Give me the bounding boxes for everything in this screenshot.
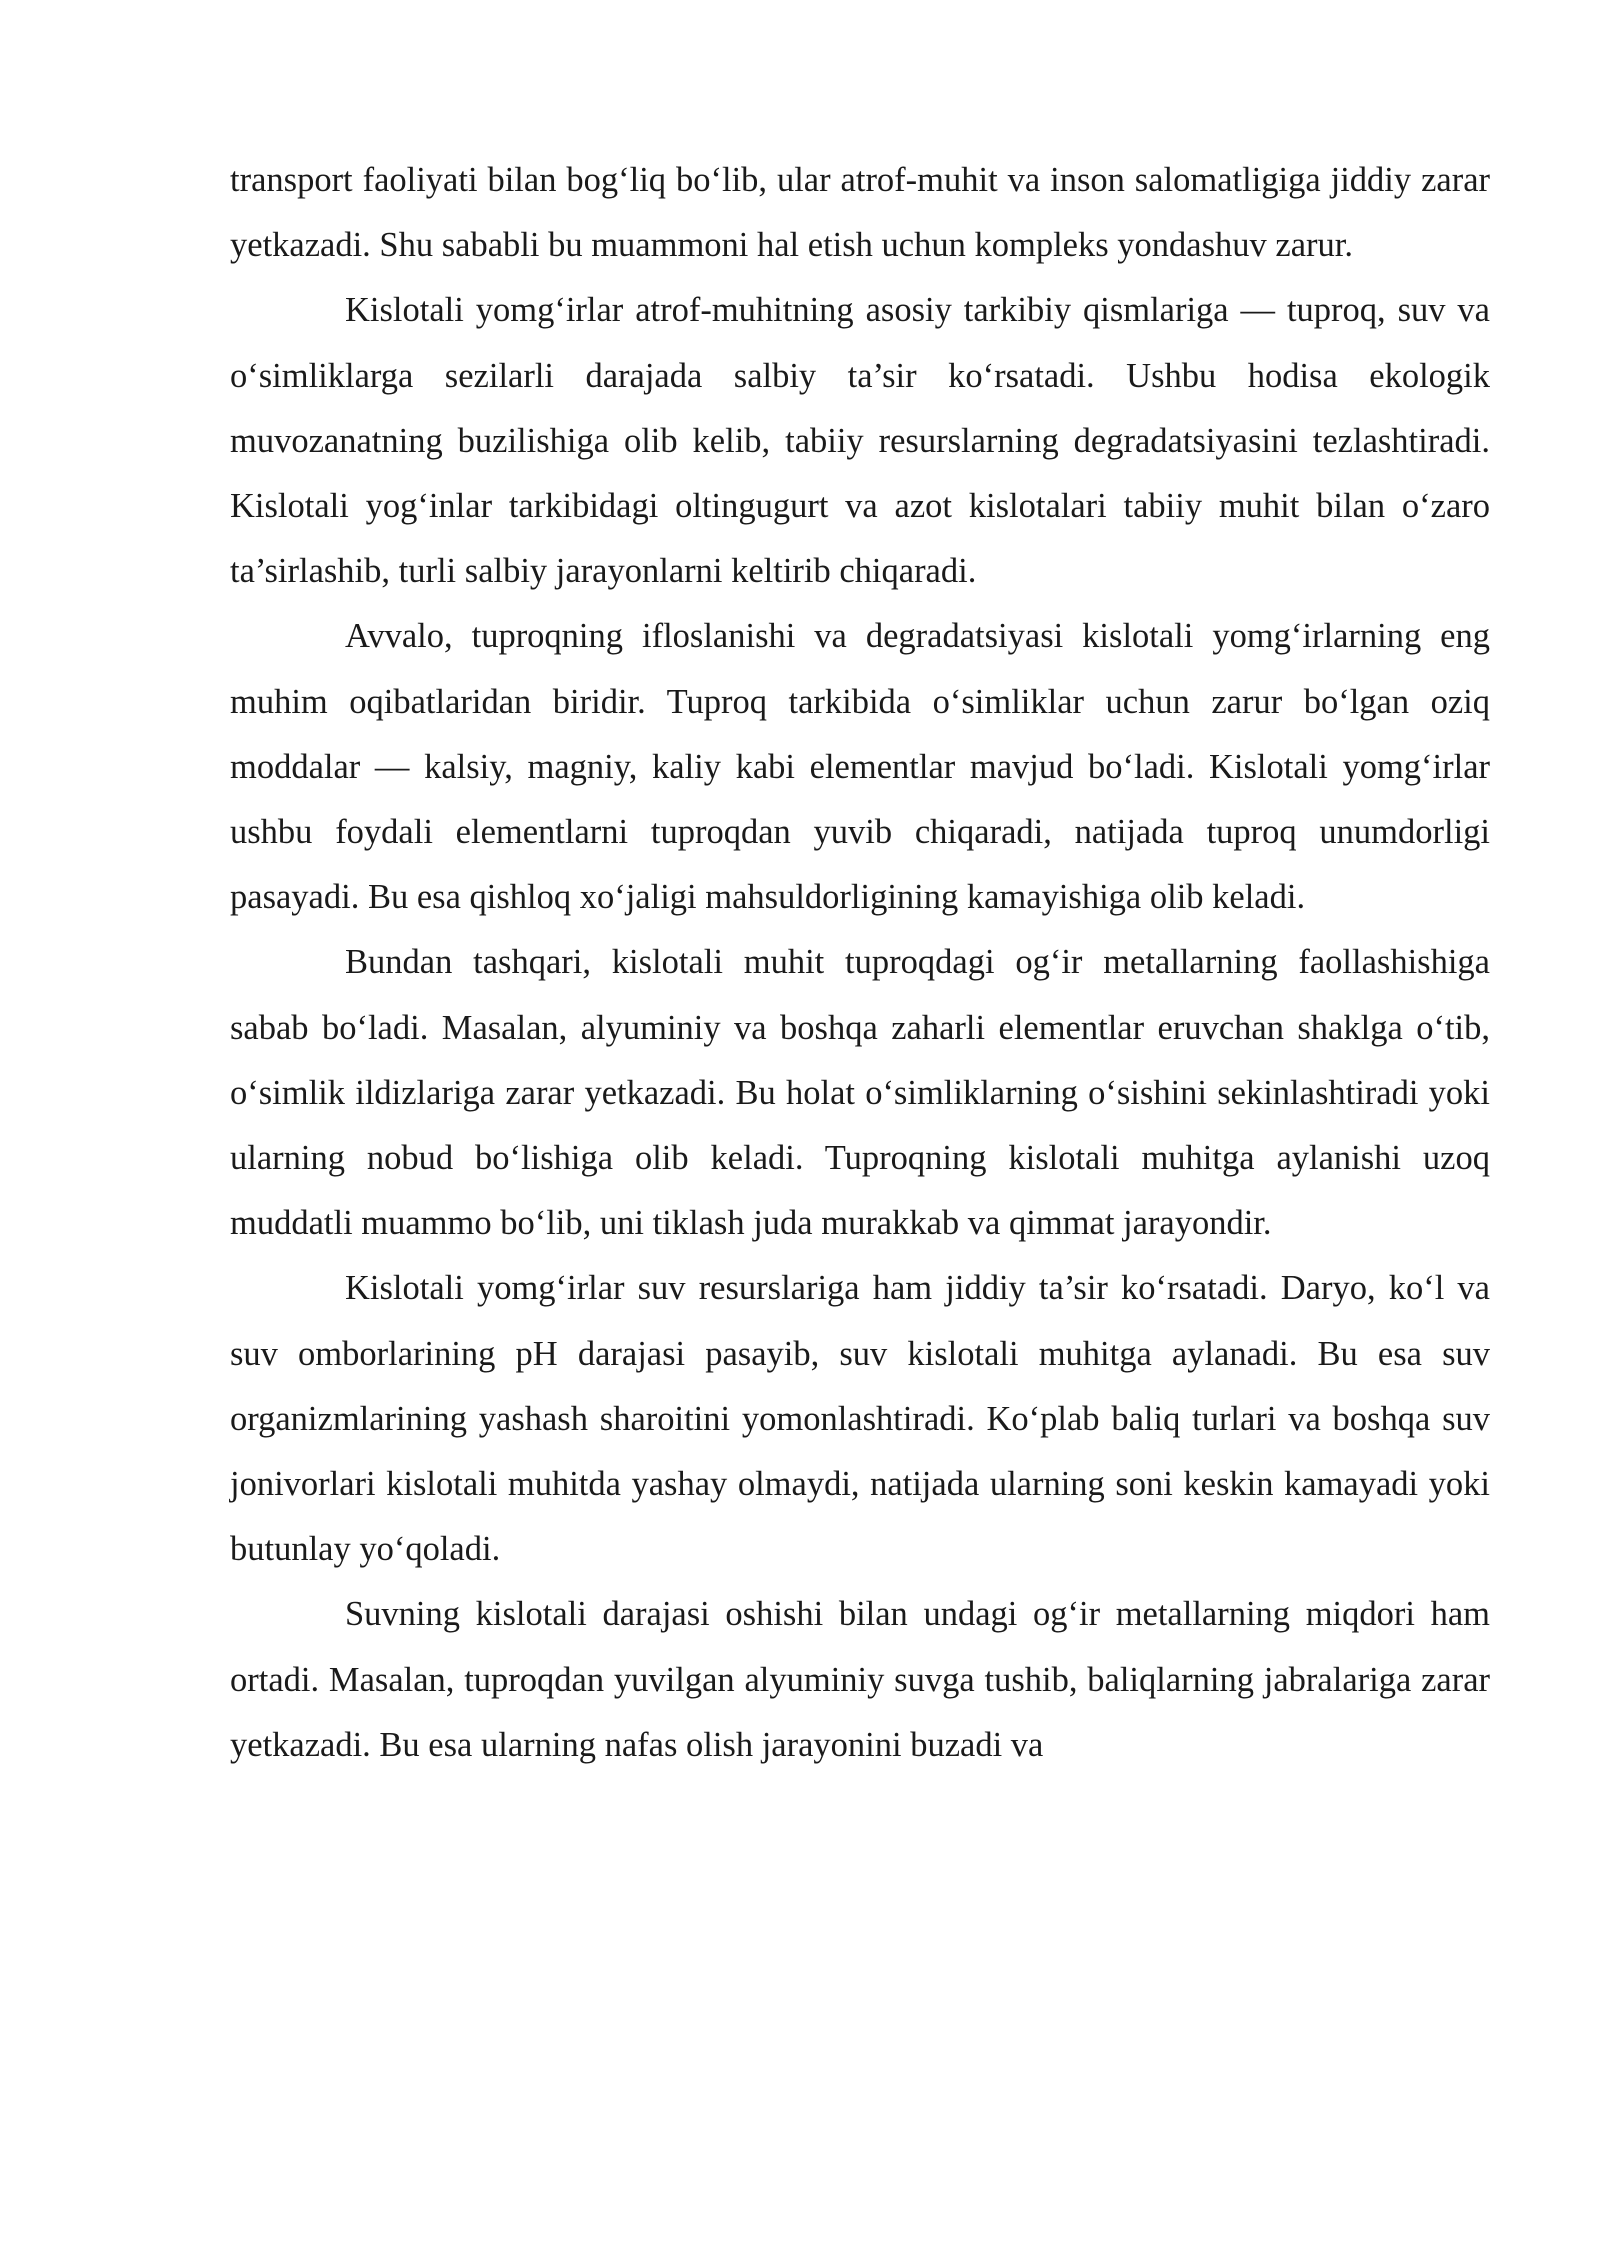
paragraph-continuation: transport faoliyati bilan bog‘liq bo‘lib, ular atrof-muhit va inson salomatligiga jiddiy zarar yetkazadi. Shu sababli bu muammoni hal etish uchun kompleks yondashuv zarur. — [230, 161, 1490, 265]
paragraph: Kislotali yomg‘irlar atrof-muhitning asosiy tarkibiy qismlariga — tuproq, suv va o‘simliklarga sezilarli darajada salbiy ta’sir ko‘rsatadi. Ushbu hodisa ekologik muvozanatning buzilishiga olib kelib, tabiiy resurslarning degradatsiyasini tezlashtiradi. Kislotali yog‘inlar tarkibidagi oltingugurt va azot kislotalari tabiiy muhit bilan o‘zaro ta’sirlashib, turli salbiy jarayonlarni keltirib chiqaradi. — [230, 291, 1490, 591]
paragraph: Bundan tashqari, kislotali muhit tuproqdagi og‘ir metallarning faollashishiga sabab bo‘ladi. Masalan, alyuminiy va boshqa zaharli elementlar eruvchan shaklga o‘tib, o‘simlik ildizlariga zarar yetkazadi. Bu holat o‘simliklarning o‘sishini sekinlashtiradi yoki ularning nobud bo‘lishiga olib keladi. Tuproqning kislotali muhitga aylanishi uzoq muddatli muammo bo‘lib, uni tiklash juda murakkab va qimmat jarayondir. — [230, 943, 1490, 1243]
paragraph: Kislotali yomg‘irlar suv resurslariga ham jiddiy ta’sir ko‘rsatadi. Daryo, ko‘l va suv omborlarining pH darajasi pasayib, suv kislotali muhitga aylanadi. Bu esa suv organizmlarining yashash sharoitini yomonlashtiradi. Ko‘plab baliq turlari va boshqa suv jonivorlari kislotali muhitda yashay olmaydi, natijada ularning soni keskin kamayadi yoki butunlay yo‘qoladi. — [230, 1269, 1490, 1569]
document-body — [230, 148, 1490, 1778]
paragraph: Avvalo, tuproqning ifloslanishi va degradatsiyasi kislotali yomg‘irlarning eng muhim oqibatlaridan biridir. Tuproq tarkibida o‘simliklar uchun zarur bo‘lgan oziq moddalar — kalsiy, magniy, kaliy kabi elementlar mavjud bo‘ladi. Kislotali yomg‘irlar ushbu foydali elementlarni tuproqdan yuvib chiqaradi, natijada tuproq unumdorligi pasayadi. Bu esa qishloq xo‘jaligi mahsuldorligining kamayishiga olib keladi. — [230, 617, 1490, 917]
paragraph: Suvning kislotali darajasi oshishi bilan undagi og‘ir metallarning miqdori ham ortadi. Masalan, tuproqdan yuvilgan alyuminiy suvga tushib, baliqlarning jabralariga zarar yetkazadi. Bu esa ularning nafas olish jarayonini buzadi va — [230, 1595, 1490, 1764]
